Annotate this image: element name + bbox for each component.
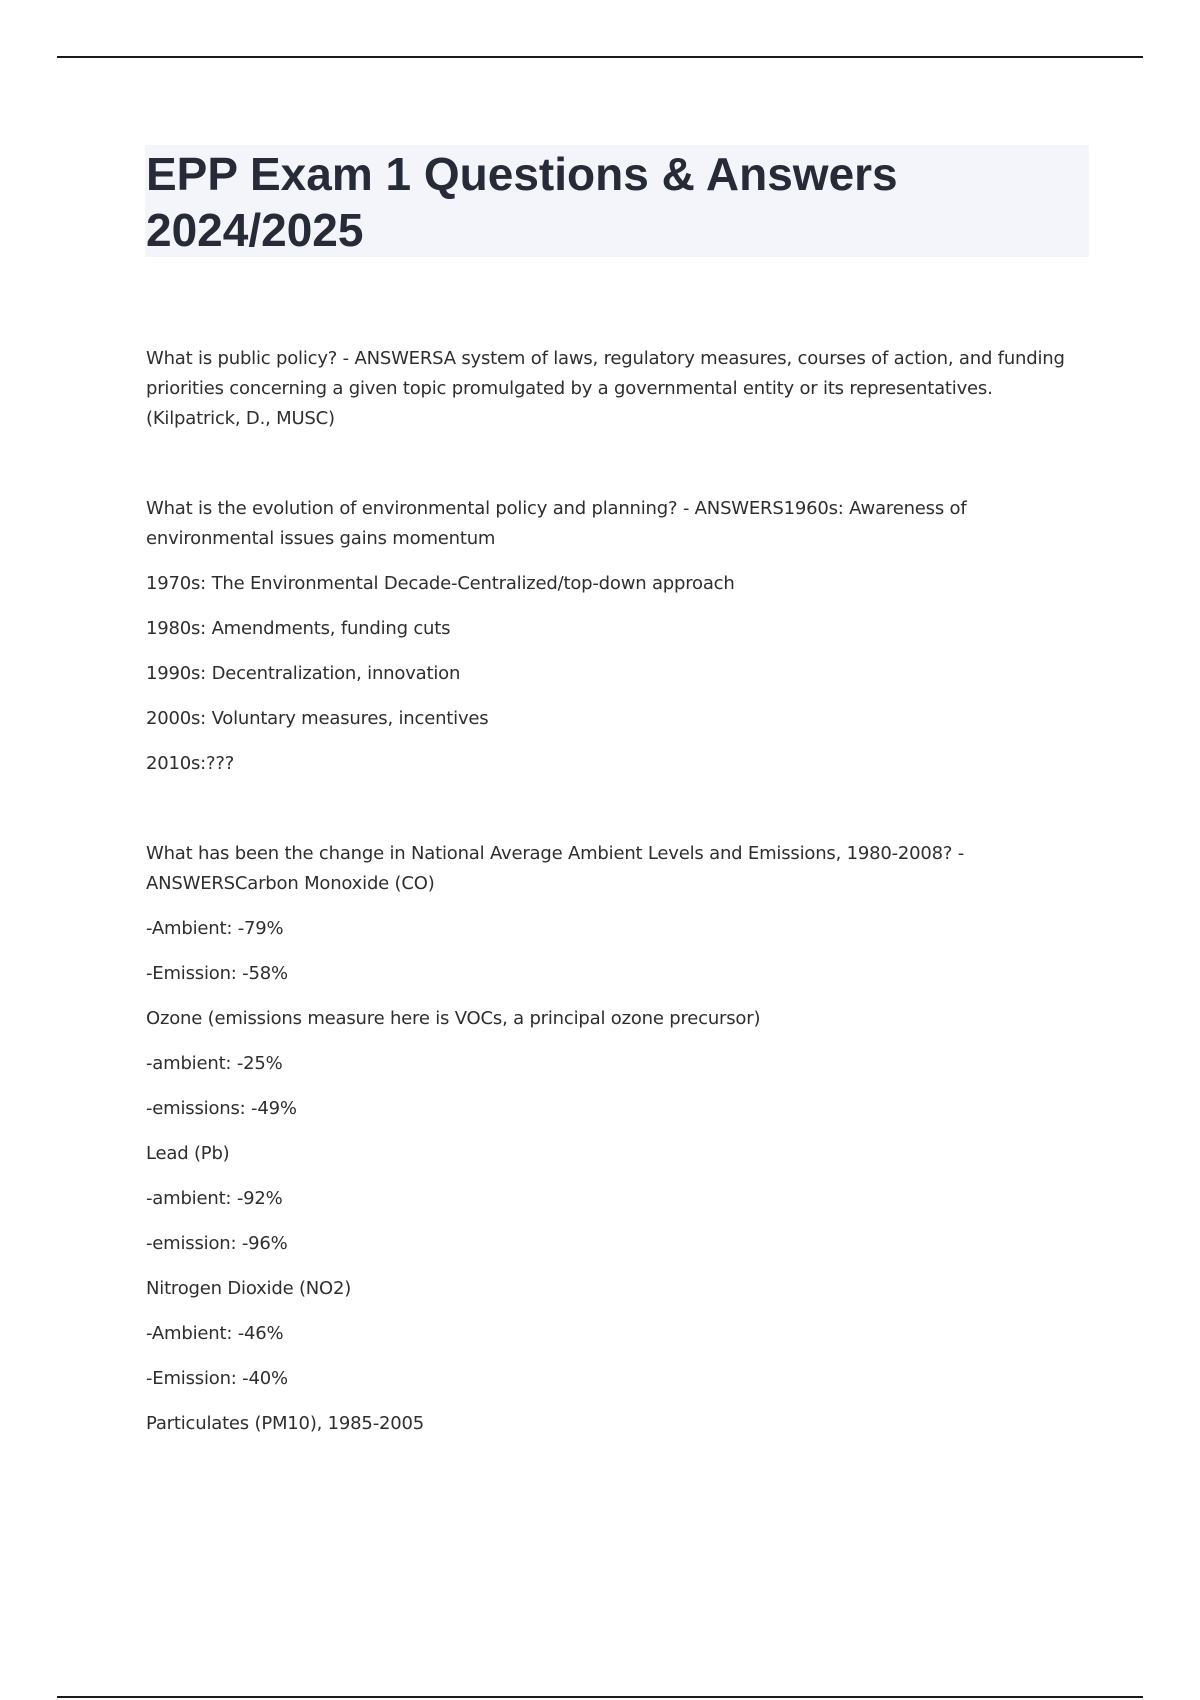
qa-paragraph: -emission: -96%: [146, 1233, 288, 1254]
document-body: [146, 344, 1086, 1439]
qa-paragraph: What has been the change in National Average Ambient Levels and Emissions, 1980-2008? - ANSWERSCarbon Monoxide (CO): [146, 843, 965, 894]
qa-paragraph: -emissions: -49%: [146, 1098, 297, 1119]
qa-paragraph: Lead (Pb): [146, 1143, 230, 1164]
qa-paragraph: 1990s: Decentralization, innovation: [146, 663, 461, 684]
qa-paragraph: -ambient: -25%: [146, 1053, 283, 1074]
qa-paragraph: 1980s: Amendments, funding cuts: [146, 618, 451, 639]
qa-paragraph: Nitrogen Dioxide (NO2): [146, 1278, 352, 1299]
footer-rule: [57, 1696, 1143, 1698]
qa-paragraph: -ambient: -92%: [146, 1188, 283, 1209]
qa-item-evolution: [146, 494, 1086, 779]
qa-paragraph: 1970s: The Environmental Decade-Centralized/top-down approach: [146, 573, 735, 594]
qa-paragraph: -Ambient: -79%: [146, 918, 284, 939]
qa-paragraph: What is public policy? - ANSWERSA system of laws, regulatory measures, courses of action, and funding priorities concerning a given topic promulgated by a governmental entity or its representatives. (Kilpatrick, D., MUSC): [146, 348, 1065, 429]
qa-item-public-policy: [146, 344, 1086, 434]
document-title: EPP Exam 1 Questions & Answers 2024/2025: [146, 148, 898, 256]
qa-paragraph: Ozone (emissions measure here is VOCs, a principal ozone precursor): [146, 1008, 761, 1029]
qa-paragraph: What is the evolution of environmental policy and planning? - ANSWERS1960s: Awareness of environmental issues gains momentum: [146, 498, 967, 549]
qa-paragraph: Particulates (PM10), 1985-2005: [146, 1413, 424, 1434]
qa-paragraph: 2010s:???: [146, 753, 235, 774]
header-rule: [57, 56, 1143, 58]
qa-paragraph: -Emission: -40%: [146, 1368, 288, 1389]
qa-paragraph: -Ambient: -46%: [146, 1323, 284, 1344]
qa-paragraph: -Emission: -58%: [146, 963, 288, 984]
qa-paragraph: 2000s: Voluntary measures, incentives: [146, 708, 489, 729]
qa-item-ambient-levels: [146, 839, 1086, 1439]
